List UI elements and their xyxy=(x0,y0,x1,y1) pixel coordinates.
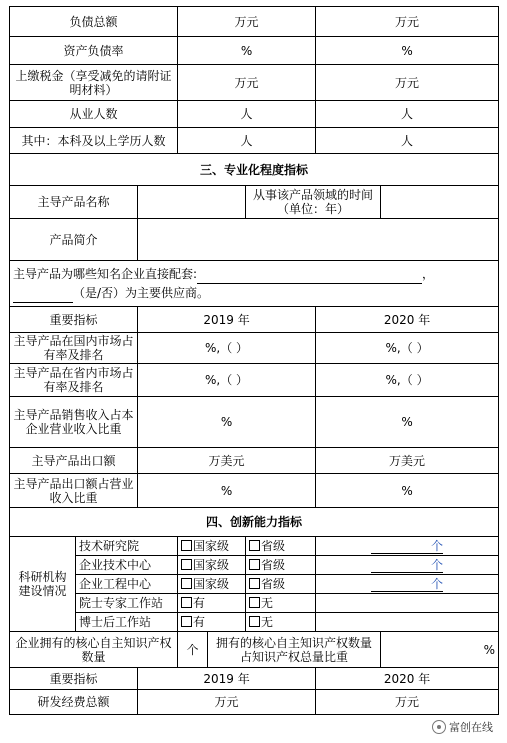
supply-company-field[interactable] xyxy=(197,265,422,284)
research-label: 科研机构建设情况 xyxy=(10,537,76,632)
table-row xyxy=(10,65,499,101)
section-title: 四、创新能力指标 xyxy=(10,508,499,537)
table-row xyxy=(10,575,499,594)
count-cell xyxy=(316,575,499,594)
application-form xyxy=(9,6,498,731)
table-row xyxy=(10,632,499,668)
institution-name: 博士后工作站 xyxy=(76,613,178,632)
institution-name: 企业技术中心 xyxy=(76,556,178,575)
row-label: 主导产品出口额占营业收入比重 xyxy=(10,474,138,508)
count-field[interactable]: 个 xyxy=(371,558,443,573)
year-2020-header: 2020 年 xyxy=(316,307,499,333)
ip-ratio-label: 拥有的核心自主知识产权数量占知识产权总量比重 xyxy=(208,632,381,668)
option-cell: 无 xyxy=(246,594,316,613)
row-label: 资产负债率 xyxy=(10,37,178,65)
form-table xyxy=(9,6,499,715)
value-2019: 人 xyxy=(178,101,316,128)
institution-name: 企业工程中心 xyxy=(76,575,178,594)
value-2020: 人 xyxy=(316,101,499,128)
count-cell xyxy=(316,613,499,632)
row-label: 负债总额 xyxy=(10,7,178,37)
value-2020: 万元 xyxy=(316,65,499,101)
table-row xyxy=(10,101,499,128)
count-cell xyxy=(316,537,499,556)
product-time-field[interactable] xyxy=(381,186,499,219)
table-row xyxy=(10,448,499,474)
indicator-header: 重要指标 xyxy=(10,668,138,690)
ip-count-unit: 个 xyxy=(178,632,208,668)
row-label: 从业人数 xyxy=(10,101,178,128)
section-title: 三、专业化程度指标 xyxy=(10,154,499,186)
supply-statement xyxy=(10,261,499,307)
checkbox[interactable] xyxy=(249,597,260,608)
product-name-label: 主导产品名称 xyxy=(10,186,138,219)
table-row xyxy=(10,333,499,364)
watermark-text: 富创在线 xyxy=(449,721,493,734)
value-2019: % xyxy=(178,37,316,65)
table-row xyxy=(10,261,499,307)
count-cell xyxy=(316,556,499,575)
value-2019: 万元 xyxy=(178,7,316,37)
value-2020: %,（ ） xyxy=(316,364,499,397)
value-2019: %,（ ） xyxy=(138,333,316,364)
supply-line1-end: ， xyxy=(422,266,435,281)
product-intro-field[interactable] xyxy=(138,219,499,261)
supply-line2: （是/否）为主要供应商。 xyxy=(73,285,210,300)
row-label: 主导产品在省内市场占有率及排名 xyxy=(10,364,138,397)
supply-line1: 主导产品为哪些知名企业直接配套: xyxy=(13,266,198,281)
section-header xyxy=(10,154,499,186)
table-row xyxy=(10,537,499,556)
row-label: 其中：本科及以上学历人数 xyxy=(10,128,178,154)
checkbox[interactable] xyxy=(249,616,260,627)
row-label: 主导产品在国内市场占有率及排名 xyxy=(10,333,138,364)
rd-value-2020: 万元 xyxy=(316,690,499,715)
count-field[interactable]: 个 xyxy=(371,577,443,592)
row-label: 主导产品销售收入占本企业营业收入比重 xyxy=(10,397,138,448)
option-cell: 省级 xyxy=(246,575,316,594)
table-row xyxy=(10,37,499,65)
ip-ratio-unit: % xyxy=(381,632,499,668)
table-row xyxy=(10,364,499,397)
checkbox[interactable] xyxy=(181,616,192,627)
year-2019-header: 2019 年 xyxy=(138,307,316,333)
table-row xyxy=(10,474,499,508)
product-intro-label: 产品简介 xyxy=(10,219,138,261)
watermark xyxy=(432,719,493,735)
row-label: 主导产品出口额 xyxy=(10,448,138,474)
table-row xyxy=(10,668,499,690)
product-name-field[interactable] xyxy=(138,186,246,219)
value-2019: 人 xyxy=(178,128,316,154)
wechat-logo-icon xyxy=(432,720,446,734)
table-row xyxy=(10,397,499,448)
option-cell: 国家级 xyxy=(178,556,246,575)
table-row xyxy=(10,186,499,219)
institution-name: 技术研究院 xyxy=(76,537,178,556)
table-row xyxy=(10,594,499,613)
table-row xyxy=(10,613,499,632)
option-cell: 国家级 xyxy=(178,575,246,594)
option-cell: 省级 xyxy=(246,556,316,575)
checkbox[interactable] xyxy=(249,559,260,570)
indicator-header: 重要指标 xyxy=(10,307,138,333)
value-2019: 万美元 xyxy=(138,448,316,474)
table-row xyxy=(10,7,499,37)
table-row xyxy=(10,556,499,575)
option-cell: 国家级 xyxy=(178,537,246,556)
value-2019: 万元 xyxy=(178,65,316,101)
table-row xyxy=(10,307,499,333)
institution-name: 院士专家工作站 xyxy=(76,594,178,613)
product-time-label: 从事该产品领域的时间（单位：年） xyxy=(246,186,381,219)
value-2020: 万美元 xyxy=(316,448,499,474)
checkbox[interactable] xyxy=(249,578,260,589)
option-cell: 省级 xyxy=(246,537,316,556)
option-cell: 有 xyxy=(178,594,246,613)
checkbox[interactable] xyxy=(181,578,192,589)
rd-value-2019: 万元 xyxy=(138,690,316,715)
value-2020: %,（ ） xyxy=(316,333,499,364)
value-2020: 万元 xyxy=(316,7,499,37)
value-2020: % xyxy=(316,397,499,448)
value-2020: % xyxy=(316,37,499,65)
option-cell: 有 xyxy=(178,613,246,632)
value-2020: 人 xyxy=(316,128,499,154)
checkbox[interactable] xyxy=(181,540,192,551)
value-2019: %,（ ） xyxy=(138,364,316,397)
section-header xyxy=(10,508,499,537)
table-row xyxy=(10,219,499,261)
value-2019: % xyxy=(138,474,316,508)
value-2019: % xyxy=(138,397,316,448)
value-2020: % xyxy=(316,474,499,508)
table-row xyxy=(10,128,499,154)
count-cell xyxy=(316,594,499,613)
checkbox[interactable] xyxy=(181,559,192,570)
year-2020-header: 2020 年 xyxy=(316,668,499,690)
table-row xyxy=(10,690,499,715)
rd-label: 研发经费总额 xyxy=(10,690,138,715)
option-cell: 无 xyxy=(246,613,316,632)
year-2019-header: 2019 年 xyxy=(138,668,316,690)
supplier-yes-no-field[interactable] xyxy=(13,284,73,303)
ip-count-label: 企业拥有的核心自主知识产权数量 xyxy=(10,632,178,668)
count-field[interactable]: 个 xyxy=(371,539,443,554)
row-label: 上缴税金（享受减免的请附证明材料） xyxy=(10,65,178,101)
checkbox[interactable] xyxy=(181,597,192,608)
checkbox[interactable] xyxy=(249,540,260,551)
